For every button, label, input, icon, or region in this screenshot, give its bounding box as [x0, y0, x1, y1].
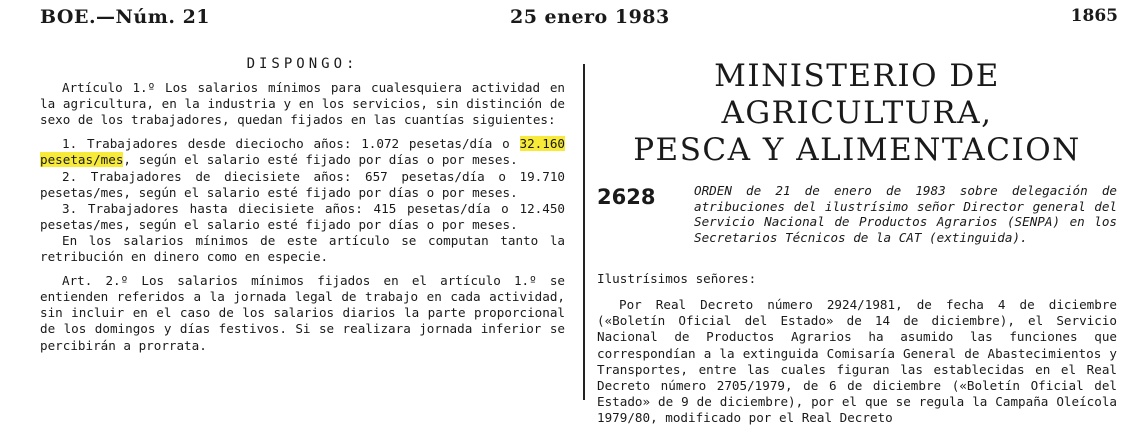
article-1-item-3: 3. Trabajadores hasta diecisiete años: 415 pesetas/día o 12.450 pesetas/mes, según el salario esté fijado por días o por meses.: [40, 200, 565, 232]
column-divider: [583, 64, 585, 400]
salutation: Ilustrísimos señores:: [597, 271, 757, 286]
left-column: [40, 56, 565, 362]
order-number: 2628: [597, 185, 656, 209]
page-number: 1865: [1070, 6, 1118, 26]
order-body: Por Real Decreto número 2924/1981, de fecha 4 de diciembre («Boletín Oficial del Estado» de 14 de diciembre), el Servicio Nacional de Productos Agrarios ha asumido las funciones que correspondían a la extinguida Comisaría General de Abastecimientos y Transportes, entre las cuales figuran las establecidas en el Real Decreto número 2705/1979, de 6 de diciembre («Boletín Oficial del Estado» de 9 de diciembre), por el que se regula la Campaña Oleícola 1979/80, modificado por el Real Decreto: [597, 297, 1117, 426]
page-header: [40, 6, 1118, 30]
item-1-text-a: 1. Trabajadores desde dieciocho años: 1.072 pesetas/día o: [62, 136, 510, 152]
highlighted-wage: 32.160 pesetas/mes: [40, 136, 565, 168]
article-1-intro: Artículo 1.º Los salarios mínimos para cualesquiera actividad en la agricultura, en la industria y en los servicios, sin distinción de sexo de los trabajadores, quedan fijados en las cuantías siguientes:: [40, 80, 565, 128]
article-1-item-2: 2. Trabajadores de diecisiete años: 657 pesetas/día o 19.710 pesetas/mes, según el salario esté fijado por días o por meses.: [40, 168, 565, 200]
journal-issue: BOE.—Núm. 21: [40, 6, 211, 28]
ministry-title: [597, 58, 1117, 169]
ministry-title-line-1: MINISTERIO DE AGRICULTURA,: [714, 58, 1000, 131]
dispongo-heading: DISPONGO:: [246, 56, 359, 72]
order-block: [597, 183, 1117, 263]
issue-date: 25 enero 1983: [510, 6, 670, 28]
order-title: ORDEN de 21 de enero de 1983 sobre delegación de atribuciones del ilustrísimo señor Director general del Servicio Nacional de Productos Agrarios (SENPA) en los Secretarios Técnicos de la CAT (extinguida).: [694, 183, 1117, 245]
article-1-note: En los salarios mínimos de este artículo se computan tanto la retribución en dinero como en especie.: [40, 232, 565, 265]
right-column: [597, 58, 1117, 427]
article-2: Art. 2.º Los salarios mínimos fijados en el artículo 1.º se entienden referidos a la jornada legal de trabajo en cada actividad, sin incluir en el caso de los salarios diarios la parte proporcional de los domingos y días festivos. Si se realizara jornada inferior se percibirán a prorrata.: [40, 273, 565, 353]
item-1-text-b: , según el salario esté fijado por días o por meses.: [123, 152, 518, 168]
article-1-item-1: [40, 136, 565, 168]
ministry-title-line-2: PESCA Y ALIMENTACION: [633, 132, 1081, 168]
